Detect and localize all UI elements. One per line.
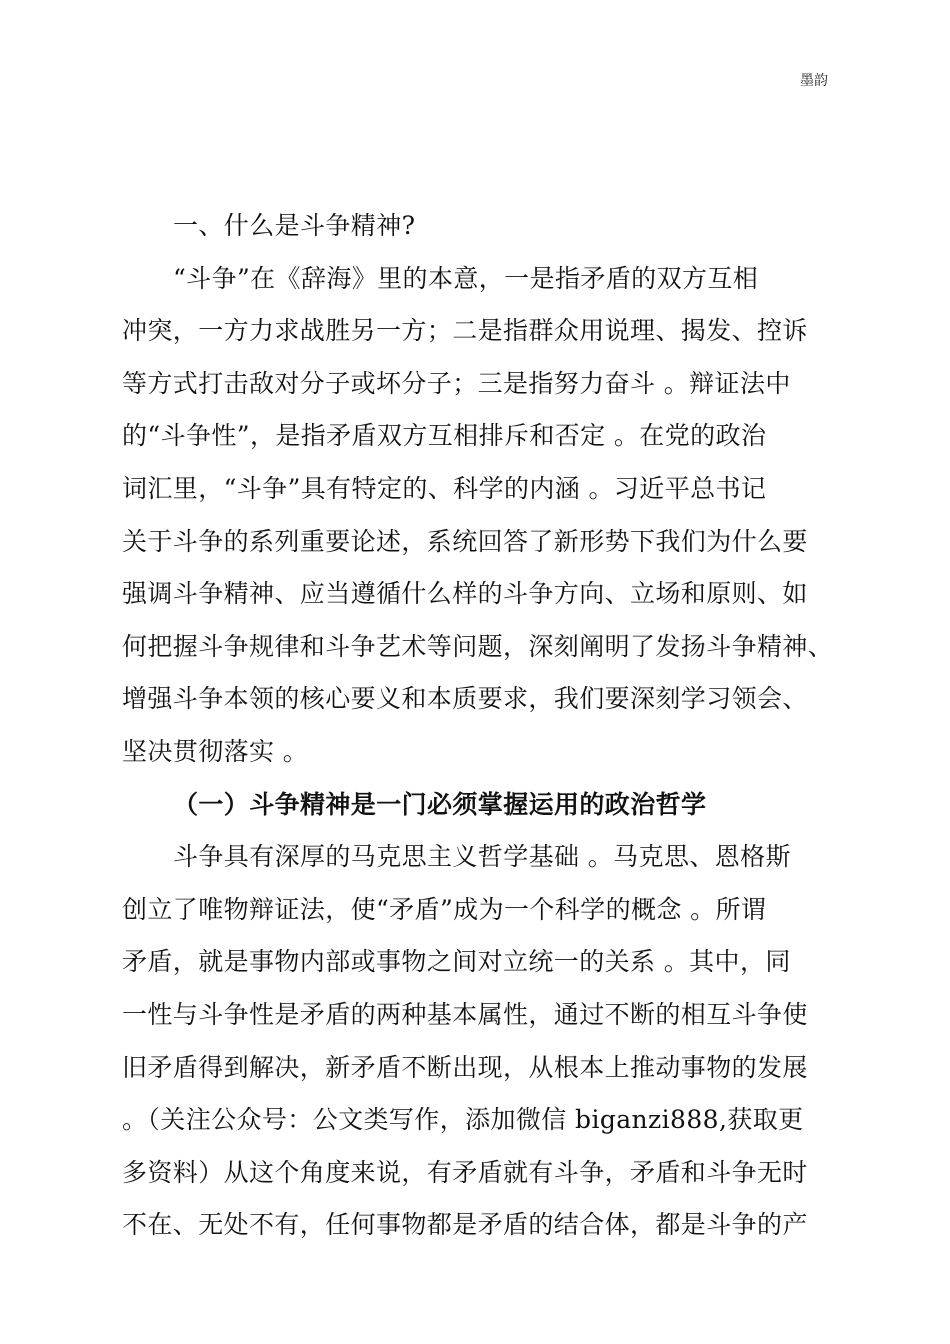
paragraph-line: 创立了唯物辩证法，使“矛盾”成为一个科学的概念 。所谓 (122, 894, 767, 924)
paragraph-line: 强调斗争精神、应当遵循什么样的斗争方向、立场和原则、如 (122, 579, 808, 609)
header-mark: 墨韵 (800, 73, 828, 89)
paragraph-line: “斗争”在《辞海》里的本意，一是指矛盾的双方互相 (173, 263, 759, 293)
paragraph-line: 关于斗争的系列重要论述，系统回答了新形势下我们为什么要 (122, 526, 808, 556)
document-body (122, 200, 832, 1252)
paragraph-line: 斗争具有深厚的马克思主义哲学基础 。马克思、恩格斯 (173, 842, 791, 872)
paragraph-line: 的“斗争性”，是指矛盾双方互相排斥和否定 。在党的政治 (122, 421, 767, 451)
paragraph-line: 词汇里，“斗争”具有特定的、科学的内涵 。习近平总书记 (122, 473, 767, 503)
paragraph-line: 等方式打击敌对分子或坏分子；三是指努力奋斗 。辩证法中 (122, 368, 791, 398)
paragraph-line: 坚决贯彻落实 。 (122, 736, 309, 766)
paragraph-line: 。（关注公众号：公文类写作，添加微信 biganzi888,获取更 (122, 1105, 804, 1135)
subsection-heading: （一）斗争精神是一门必须掌握运用的政治哲学 (173, 789, 707, 819)
paragraph-line: 一性与斗争性是矛盾的两种基本属性，通过不断的相互斗争使 (122, 999, 808, 1029)
section-heading: 一、什么是斗争精神? (173, 211, 416, 240)
paragraph-line: 何把握斗争规律和斗争艺术等问题，深刻阐明了发扬斗争精神、 (122, 631, 834, 661)
paragraph-line: 冲突，一方力求战胜另一方；二是指群众用说理、揭发、控诉 (122, 316, 808, 346)
paragraph-line: 旧矛盾得到解决，新矛盾不断出现，从根本上推动事物的发展 (122, 1052, 808, 1082)
paragraph-line: 增强斗争本领的核心要义和本质要求，我们要深刻学习领会、 (122, 684, 808, 714)
paragraph-line: 多资料）从这个角度来说，有矛盾就有斗争，矛盾和斗争无时 (122, 1157, 808, 1187)
paragraph-line: 矛盾，就是事物内部或事物之间对立统一的关系 。其中，同 (122, 947, 791, 977)
paragraph-line: 不在、无处不有，任何事物都是矛盾的结合体，都是斗争的产 (122, 1210, 808, 1240)
